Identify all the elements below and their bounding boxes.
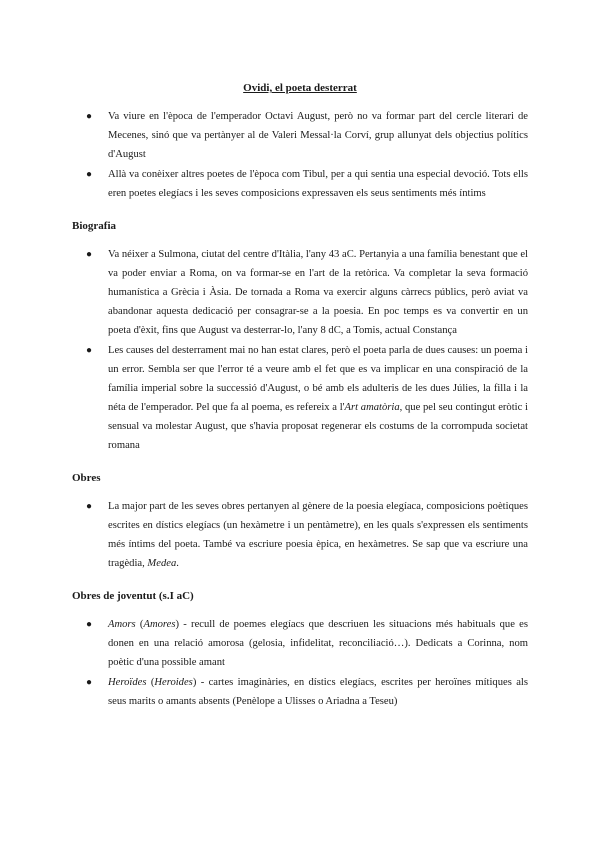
list-item [72,615,528,672]
list-item [72,107,528,164]
document-title: Ovidi, el poeta desterrat [243,82,357,94]
list-item [72,673,528,711]
bullet-icon: ● [86,249,93,260]
bullet-icon: ● [86,501,93,512]
section-heading-obres: Obres [72,472,101,484]
intro-list [72,107,528,203]
list-item-text: . [176,558,179,569]
list-item-text: Va néixer a Sulmona, ciutat del centre d'Itàlia, l'any 43 aC. Pertanyia a una família benestant que el va poder enviar a Roma, on va formar-se en l'art de la retòrica. Va completar la seva formació humanística a Grècia i Àsia. De tornada a Roma va exercir alguns càrrecs públics, però aviat va abandonar aquesta dedicació per consagrar-se a la poesia. En poc temps es va convertir en un poeta d'èxit, fins que August va desterrar-lo, l'any 8 dC, a Tomis, actual Constança [108,249,528,336]
bullet-icon: ● [86,111,93,122]
list-item-text: Allà va conèixer altres poetes de l'època com Tibul, per a qui sentia una especial devoció. Tots ells eren poetes elegíacs i les seves composicions expressaven els seus sentiments més íntims [108,169,528,199]
list-item-text: La major part de les seves obres pertanyen al gènere de la poesia elegíaca, composicions poètiques escrites en dístics elegíacs (un hexàmetre i un pentàmetre), en les quals s'expressen els sentiments més íntims del poeta. També va escriure poesia èpica, en hexàmetres. Se sap que va escriure una tragèdia, [108,501,528,569]
bullet-icon: ● [86,677,93,688]
bullet-icon: ● [86,345,93,356]
obres-list [72,497,528,573]
work-title-latin: Amores [143,619,176,630]
work-title: Art amatòria [344,402,400,413]
list-item-text: ( [146,677,155,688]
work-title: Amors [108,619,136,630]
list-item-text: , que pel seu contingut eròtic i sensual va molestar August, que s'havia proposat regenerar els costums de la corrompuda societat romana [108,402,528,451]
list-item-text: ) - recull de poemes elegíacs que descriuen les situacions més habituals que es donen en una relació amorosa (gelosia, infidelitat, reconciliació…). Dedicats a Corinna, nom poètic d'una possible amant [108,619,528,668]
section-heading-joventut: Obres de joventut (s.I aC) [72,590,194,602]
list-item [72,245,528,340]
work-title: Heroïdes [108,677,147,688]
list-item-text: Les causes del desterrament mai no han estat clares, però el poeta parla de dues causes: un poema i un error. Sembla ser que l'error té a veure amb el fet que es va implicar en una conspiració de la família imperial sobre la successió d'August, o bé amb els adulteris de les dues Júlies, la filla i la néta de l'emperador. Pel que fa al poema, es refereix a l' [108,345,528,413]
bullet-icon: ● [86,619,93,630]
list-item [72,497,528,573]
list-item-text: Va viure en l'època de l'emperador Octavi August, però no va formar part del cercle literari de Mecenes, sinó que va pertànyer al de Valeri Messal·la Corví, grup allunyat dels objectius polítics d'August [108,111,528,160]
work-title: Medea [147,558,177,569]
list-item-text: ) - cartes imaginàries, en dístics elegíacs, escrites per heroïnes mítiques als seus marits o amants absents (Penèlope a Ulisses o Ariadna a Teseu) [108,677,528,707]
joventut-list [72,615,528,711]
work-title-latin: Heroides [154,677,193,688]
biografia-list [72,245,528,455]
bullet-icon: ● [86,169,93,180]
list-item [72,165,528,203]
list-item-text: ( [135,619,144,630]
section-heading-biografia: Biografia [72,220,116,232]
list-item [72,341,528,455]
